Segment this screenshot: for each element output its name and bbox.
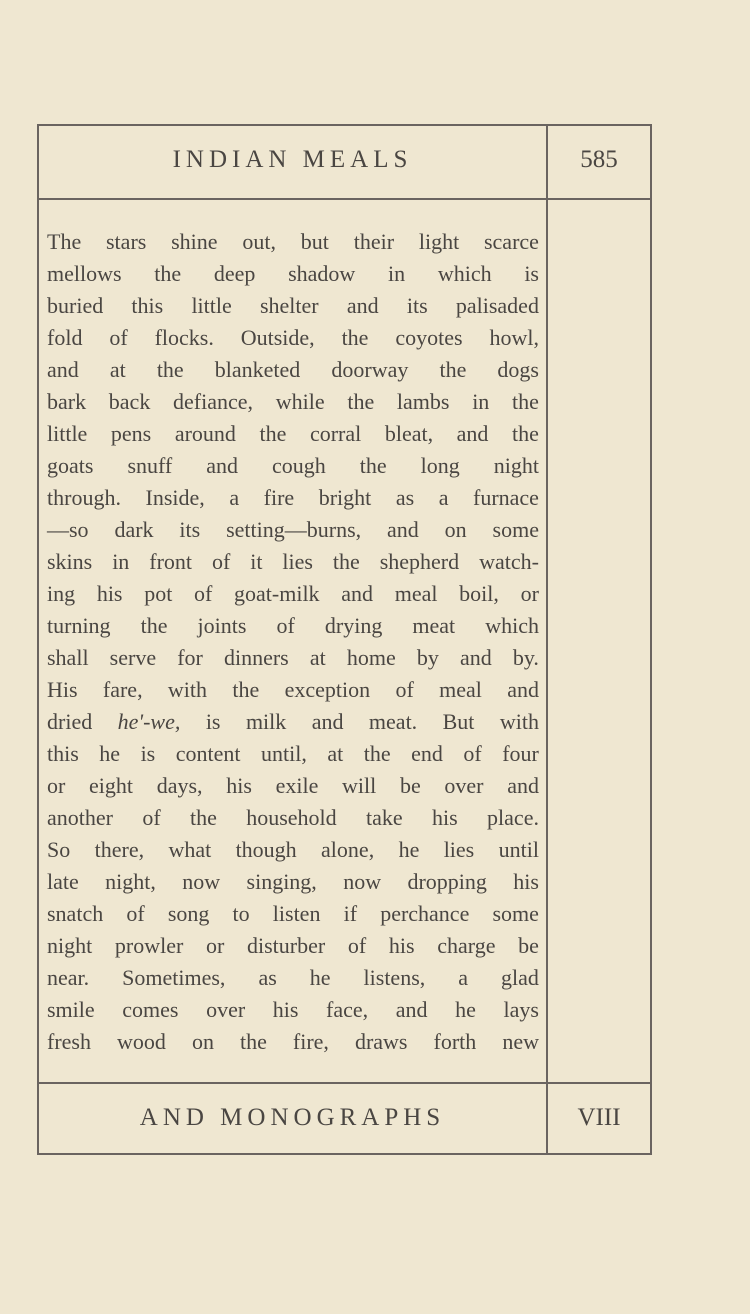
- text-line: [47, 546, 539, 578]
- text-line: [47, 930, 539, 962]
- text-line: [47, 418, 539, 450]
- word: serve: [109, 645, 157, 670]
- word: by.: [512, 645, 539, 670]
- word: what: [168, 837, 212, 862]
- word: lies: [443, 837, 475, 862]
- word: by: [416, 645, 439, 670]
- word: to: [232, 901, 250, 926]
- word: exile: [275, 773, 319, 798]
- word: of: [126, 901, 145, 926]
- word: listen: [272, 901, 321, 926]
- text-line: [47, 322, 539, 354]
- word: out,: [242, 229, 276, 254]
- text-line: [47, 898, 539, 930]
- text-line: [47, 802, 539, 834]
- word: of: [276, 613, 295, 638]
- word: of: [109, 325, 128, 350]
- text-line: [47, 578, 539, 610]
- word: their: [353, 229, 395, 254]
- page-frame: [37, 124, 652, 1155]
- word: So: [47, 837, 71, 862]
- word: and: [387, 517, 419, 542]
- word: which: [485, 613, 539, 638]
- word: comes: [122, 997, 179, 1022]
- word: shadow: [288, 261, 356, 286]
- word: alone,: [321, 837, 375, 862]
- word: meal: [439, 677, 482, 702]
- word: goat-milk: [234, 581, 320, 606]
- word: joints: [197, 613, 247, 638]
- word: is: [140, 741, 156, 766]
- word: the: [332, 549, 360, 574]
- text-line: [47, 770, 539, 802]
- word: and: [507, 773, 539, 798]
- word: charge: [437, 933, 496, 958]
- word: take: [366, 805, 403, 830]
- word: with: [167, 677, 208, 702]
- word: and: [311, 709, 344, 734]
- word: bleat,: [384, 421, 434, 446]
- word: the: [512, 389, 539, 414]
- word: pot: [144, 581, 173, 606]
- word: meat.: [368, 709, 418, 734]
- word: blanketed: [214, 357, 301, 382]
- text-line: [47, 482, 539, 514]
- word: smile: [47, 997, 95, 1022]
- word: the: [512, 421, 539, 446]
- word: he: [99, 741, 121, 766]
- word: as: [395, 485, 415, 510]
- body-text: [47, 226, 539, 1058]
- text-line: [47, 642, 539, 674]
- word: The: [47, 229, 82, 254]
- word: turning: [47, 613, 111, 638]
- word: —so: [47, 517, 89, 542]
- word: now: [343, 869, 382, 894]
- word: over: [206, 997, 246, 1022]
- word: while: [275, 389, 325, 414]
- word: home: [346, 645, 396, 670]
- text-line: [47, 962, 539, 994]
- word: until,: [261, 741, 307, 766]
- word: of: [463, 741, 482, 766]
- word: days,: [156, 773, 203, 798]
- word: bright: [318, 485, 372, 510]
- word: and: [206, 453, 239, 478]
- word: for: [177, 645, 203, 670]
- word: a: [229, 485, 240, 510]
- word: he: [309, 965, 331, 990]
- running-head: INDIAN MEALS: [172, 146, 413, 173]
- word: or: [47, 773, 66, 798]
- word: buried: [47, 293, 104, 318]
- word: of: [211, 549, 231, 574]
- word: lays: [503, 997, 539, 1022]
- word: Outside,: [240, 325, 315, 350]
- header-divider: [39, 198, 650, 200]
- word: and: [395, 997, 428, 1022]
- word: household: [246, 805, 337, 830]
- word: palisaded: [455, 293, 539, 318]
- word: defiance,: [173, 389, 254, 414]
- word: it: [250, 549, 263, 574]
- word: milk: [245, 709, 287, 734]
- word: be: [399, 773, 421, 798]
- word: content: [175, 741, 241, 766]
- text-line: [47, 514, 539, 546]
- word: on: [191, 1029, 214, 1054]
- word: through.: [47, 485, 121, 510]
- word: forth: [433, 1029, 477, 1054]
- word: bark: [47, 389, 87, 414]
- text-line: [47, 738, 539, 770]
- word: disturber: [247, 933, 326, 958]
- text-line: [47, 450, 539, 482]
- word: or: [206, 933, 225, 958]
- word: is: [205, 709, 221, 734]
- word: watch-: [479, 549, 539, 574]
- word: goats: [47, 453, 94, 478]
- word: fresh: [47, 1029, 91, 1054]
- word: of: [347, 933, 367, 958]
- word: ing: [47, 581, 76, 606]
- word: light: [418, 229, 460, 254]
- word: of: [194, 581, 213, 606]
- text-line: [47, 354, 539, 386]
- word: four: [502, 741, 539, 766]
- text-line: [47, 706, 539, 738]
- word: glad: [501, 965, 539, 990]
- word: corral: [309, 421, 362, 446]
- word: late: [47, 869, 79, 894]
- word: pens: [110, 421, 152, 446]
- word: snatch: [47, 901, 104, 926]
- word: his: [226, 773, 252, 798]
- word: the: [239, 1029, 267, 1054]
- word: at: [327, 741, 344, 766]
- word: snuff: [127, 453, 173, 478]
- word: on: [444, 517, 467, 542]
- word: the: [140, 613, 168, 638]
- word: dark: [114, 517, 154, 542]
- text-line: [47, 994, 539, 1026]
- word: little: [191, 293, 232, 318]
- word: or: [520, 581, 539, 606]
- word: and: [507, 677, 539, 702]
- word: But: [442, 709, 475, 734]
- word: the: [259, 421, 287, 446]
- word: and: [459, 645, 492, 670]
- word: a: [458, 965, 469, 990]
- word: boil,: [459, 581, 499, 606]
- word: listens,: [363, 965, 426, 990]
- word: in: [112, 549, 130, 574]
- word: until: [498, 837, 539, 862]
- word: scarce: [483, 229, 539, 254]
- word: dropping: [407, 869, 487, 894]
- word: though: [235, 837, 297, 862]
- word: place.: [487, 805, 539, 830]
- word: mellows: [47, 261, 122, 286]
- word: the: [156, 357, 184, 382]
- word: Inside,: [145, 485, 205, 510]
- word: the: [154, 261, 182, 286]
- text-line: [47, 674, 539, 706]
- word: he: [455, 997, 476, 1022]
- page-number: 585: [580, 146, 618, 173]
- text-line: [47, 1026, 539, 1058]
- word: will: [342, 773, 377, 798]
- word: stars: [106, 229, 147, 254]
- word: in: [472, 389, 490, 414]
- word: he'-we,: [117, 709, 181, 734]
- word: dried: [47, 709, 93, 734]
- word: shall: [47, 645, 89, 670]
- word: lies: [282, 549, 313, 574]
- word: shelter: [259, 293, 319, 318]
- word: and: [341, 581, 374, 606]
- word: near.: [47, 965, 90, 990]
- word: the: [341, 325, 369, 350]
- word: some: [492, 517, 539, 542]
- word: at: [109, 357, 126, 382]
- text-line: [47, 834, 539, 866]
- word: flocks.: [154, 325, 214, 350]
- word: skins: [47, 549, 93, 574]
- word: night,: [105, 869, 156, 894]
- word: if: [343, 901, 358, 926]
- word: the: [189, 805, 217, 830]
- word: be: [518, 933, 539, 958]
- word: wood: [117, 1029, 166, 1054]
- word: this: [131, 293, 164, 318]
- word: back: [108, 389, 151, 414]
- word: another: [47, 805, 113, 830]
- text-line: [47, 610, 539, 642]
- word: he: [398, 837, 420, 862]
- word: His: [47, 677, 78, 702]
- word: dinners: [223, 645, 289, 670]
- word: draws: [354, 1029, 408, 1054]
- word: some: [492, 901, 539, 926]
- word: shepherd: [379, 549, 460, 574]
- word: Sometimes,: [122, 965, 226, 990]
- word: the: [363, 741, 391, 766]
- word: his: [272, 997, 299, 1022]
- text-line: [47, 258, 539, 290]
- word: his: [96, 581, 123, 606]
- word: meal: [394, 581, 438, 606]
- word: dogs: [497, 357, 539, 382]
- text-line: [47, 386, 539, 418]
- word: fare,: [102, 677, 143, 702]
- word: the: [359, 453, 387, 478]
- word: there,: [94, 837, 145, 862]
- word: coyotes: [395, 325, 463, 350]
- word: with: [499, 709, 539, 734]
- word: now: [182, 869, 221, 894]
- word: front: [149, 549, 193, 574]
- word: its: [179, 517, 201, 542]
- word: is: [524, 261, 539, 286]
- word: song: [167, 901, 210, 926]
- word: the: [347, 389, 375, 414]
- word: of: [142, 805, 161, 830]
- word: furnace: [473, 485, 539, 510]
- word: this: [47, 741, 79, 766]
- word: long: [420, 453, 460, 478]
- word: howl,: [489, 325, 539, 350]
- word: meat: [412, 613, 456, 638]
- word: fold: [47, 325, 83, 350]
- word: his: [432, 805, 458, 830]
- word: his: [388, 933, 415, 958]
- word: and: [47, 357, 79, 382]
- word: little: [47, 421, 88, 446]
- text-line: [47, 866, 539, 898]
- word: the: [439, 357, 467, 382]
- word: its: [406, 293, 428, 318]
- word: cough: [272, 453, 326, 478]
- word: drying: [324, 613, 383, 638]
- word: and: [456, 421, 489, 446]
- word: night: [493, 453, 539, 478]
- word: doorway: [331, 357, 409, 382]
- word: as: [258, 965, 277, 990]
- series-footer: AND MONOGRAPHS: [139, 1104, 446, 1131]
- word: new: [502, 1029, 539, 1054]
- word: a: [438, 485, 449, 510]
- word: eight: [89, 773, 134, 798]
- word: perchance: [380, 901, 470, 926]
- word: which: [437, 261, 492, 286]
- word: over: [444, 773, 484, 798]
- word: fire: [263, 485, 295, 510]
- word: and: [346, 293, 379, 318]
- word: prowler: [114, 933, 184, 958]
- word: fire,: [292, 1029, 329, 1054]
- word: around: [174, 421, 236, 446]
- word: shine: [171, 229, 218, 254]
- word: lambs: [396, 389, 450, 414]
- text-line: [47, 226, 539, 258]
- word: but: [300, 229, 329, 254]
- word: face,: [326, 997, 369, 1022]
- word: singing,: [246, 869, 317, 894]
- word: night: [47, 933, 93, 958]
- word: setting—burns,: [226, 517, 362, 542]
- word: of: [395, 677, 414, 702]
- word: end: [411, 741, 443, 766]
- text-line: [47, 290, 539, 322]
- word: the: [232, 677, 260, 702]
- word: at: [309, 645, 326, 670]
- word: deep: [213, 261, 256, 286]
- word: his: [513, 869, 539, 894]
- footer-divider: [39, 1082, 650, 1084]
- column-divider: [546, 126, 548, 1153]
- word: in: [388, 261, 406, 286]
- volume-number: VIII: [577, 1104, 621, 1131]
- word: exception: [284, 677, 371, 702]
